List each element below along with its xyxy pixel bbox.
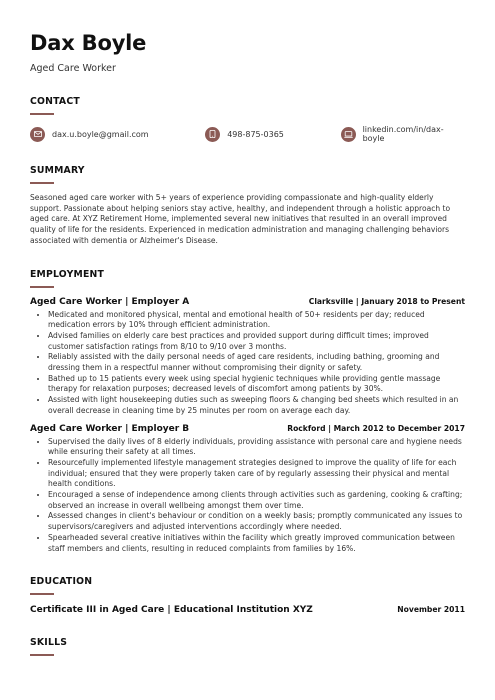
job-location-dates: Rockford | March 2012 to December 2017 — [287, 423, 465, 433]
education-degree: Certificate III in Aged Care | Educational Institution XYZ — [30, 605, 313, 616]
contact-phone[interactable] — [205, 127, 340, 142]
job-bullets — [30, 310, 465, 417]
job-bullet: • Bathed up to 15 patients every week using special hygienic techniques while providing gentle massage therapy for relaxation purposes; decreased levels of discomfort among patients by 30%. — [48, 374, 465, 395]
job-bullet: • Assisted with light housekeeping duties such as sweeping floors & changing bed sheets which resulted in an overall decrease in cleaning time by 25 minutes per room on average each day. — [48, 395, 465, 416]
contact-linkedin[interactable] — [341, 125, 465, 143]
linkedin-text[interactable]: linkedin.com/in/dax-boyle — [362, 125, 444, 143]
job-header — [30, 297, 465, 307]
job-bullet: • Spearheaded several creative initiatives within the facility which greatly improved communication between staff members and clients, resulting in reduced complaints from families by 16%. — [48, 533, 465, 554]
candidate-title: Aged Care Worker — [30, 63, 116, 74]
job-bullet: • Encouraged a sense of independence among clients through activities such as gardening, cooking & crafting; observed an increase in overall wellbeing amongst them over time. — [48, 490, 465, 511]
summary-heading: SUMMARY — [30, 165, 85, 176]
education-heading: EDUCATION — [30, 576, 93, 588]
job-bullets — [30, 437, 465, 555]
job-bullet: • Resourcefully implemented lifestyle management strategies designed to improve the quality of life for each individual; ensured that they were properly taken care of by regularly assessing their physical and mental health conditions. — [48, 458, 465, 490]
job-role: Aged Care Worker | Employer A — [30, 296, 190, 307]
skills-heading: SKILLS — [30, 637, 68, 649]
contact-row — [30, 125, 465, 143]
education-date: November 2011 — [397, 605, 465, 615]
section-divider — [30, 593, 54, 595]
job-bullet: • Assessed changes in client's behaviour or condition on a weekly basis; promptly communicated any issues to supervisors/caregivers and adjusted interventions accordingly where needed. — [48, 511, 465, 532]
education-entry — [30, 605, 465, 615]
laptop-icon — [341, 127, 356, 142]
job-header — [30, 424, 465, 434]
contact-heading: CONTACT — [30, 96, 80, 107]
contact-email[interactable] — [30, 127, 205, 142]
job-location-dates: Clarksville | January 2018 to Present — [308, 296, 465, 306]
summary-text: Seasoned aged care worker with 5+ years of experience providing compassionate and high-quality elderly support. Passionate about helping seniors stay active, healthy, and independent through a holistic approach to aged care. At XYZ Retirement Home, implemented several new initiatives that resulted in an overall improved quality of life for the residents. Experienced in medication administration and managing challenging behaviors associated with dementia or Alzheimer's Disease. — [30, 193, 451, 245]
job-bullet: • Medicated and monitored physical, mental and emotional health of 50+ residents per day; reduced medication errors by 10% through efficient administration. — [48, 310, 465, 331]
phone-icon — [205, 127, 220, 142]
section-divider — [30, 654, 54, 656]
email-icon — [30, 127, 45, 142]
candidate-name: Dax Boyle — [30, 31, 147, 55]
job-role: Aged Care Worker | Employer B — [30, 423, 190, 434]
section-divider — [30, 286, 54, 288]
employment-heading: EMPLOYMENT — [30, 268, 105, 280]
phone-text[interactable]: 498-875-0365 — [227, 129, 284, 139]
email-text[interactable]: dax.u.boyle@gmail.com — [52, 129, 149, 139]
job-bullet: • Advised families on elderly care best practices and provided support during difficult times; improved customer satisfaction ratings from 8/10 to 9/10 over 3 months. — [48, 331, 465, 352]
job-bullet: • Supervised the daily lives of 8 elderly individuals, providing assistance with personal care and hygiene needs while ensuring their safety at all times. — [48, 437, 465, 458]
job-bullet: • Reliably assisted with the daily personal needs of aged care residents, including bathing, grooming and dressing them in a respectful manner without compromising their dignity or safety. — [48, 352, 465, 373]
section-divider — [30, 182, 54, 184]
section-divider — [30, 113, 54, 115]
